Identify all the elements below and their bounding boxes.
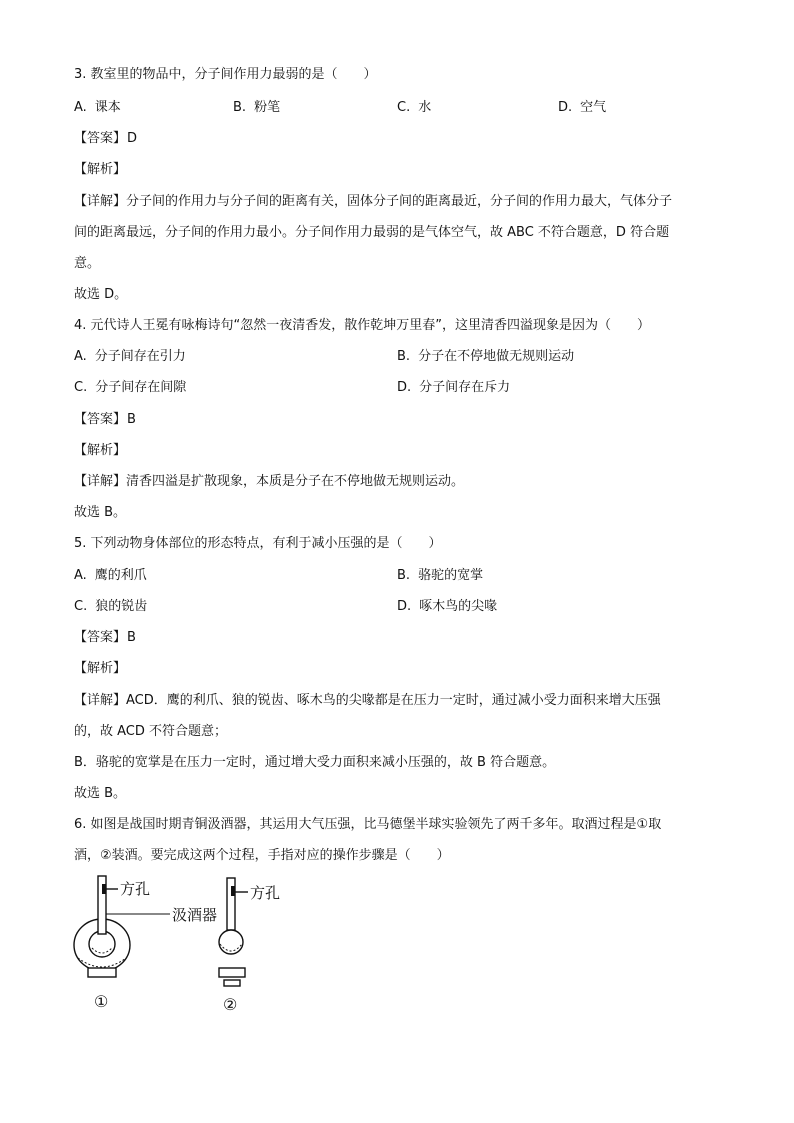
option-letter: D. xyxy=(397,599,412,614)
vessel-foot-2 xyxy=(224,980,240,986)
option-text: 狼的锐齿 xyxy=(95,599,148,614)
option-text: 粉笔 xyxy=(254,100,281,115)
detail-label: 【详解】 xyxy=(74,194,127,209)
option-letter: C. xyxy=(74,380,88,395)
q4-stem: 4. 元代诗人王冕有咏梅诗句“忽然一夜清香发，散作乾坤万里春”，这里清香四溢现象是因为（ ） xyxy=(74,318,651,333)
option-letter: D. xyxy=(558,100,573,115)
q5-answer xyxy=(74,630,136,646)
option-letter: C. xyxy=(74,599,88,614)
dispenser-bulb-1 xyxy=(89,931,115,957)
detail-label: 【详解】 xyxy=(74,693,127,708)
detail-text: ACD．鹰的利爪、狼的锐齿、啄木鸟的尖喙都是在压力一定时，通过减小受力面积来增大压强 xyxy=(126,693,661,708)
answer-value: B xyxy=(127,630,136,645)
label-square-hole-2: 方孔 xyxy=(250,884,281,902)
option-letter: D. xyxy=(397,380,412,395)
q3-conclusion: 故选 D。 xyxy=(74,287,128,302)
q3-answer xyxy=(74,131,137,147)
option-text: 骆驼的宽掌 xyxy=(418,568,484,583)
q3-option-b xyxy=(233,100,280,116)
option-letter: B. xyxy=(397,349,411,364)
q3-option-c xyxy=(397,100,431,116)
q6-stem-line-2: 酒，②装酒。要完成这两个过程，手指对应的操作步骤是（ ） xyxy=(74,848,450,863)
option-text: 分子间存在引力 xyxy=(94,349,186,364)
dispenser-setup-2 xyxy=(219,878,248,986)
dispenser-bulb-2 xyxy=(219,930,243,954)
q5-option-b xyxy=(397,568,483,584)
option-text: 分子在不停地做无规则运动 xyxy=(418,349,575,364)
q3-detail-line-2: 间的距离最远，分子间的作用力最小。分子间作用力最弱的是气体空气，故 ABC 不符合题意，D 符合题 xyxy=(74,225,670,240)
option-text: 水 xyxy=(418,100,432,115)
label-dispenser: 汲酒器 xyxy=(172,906,218,924)
q4-conclusion: 故选 B。 xyxy=(74,505,127,520)
dispenser-tube-2 xyxy=(227,878,235,930)
option-letter: C. xyxy=(397,100,411,115)
q3-option-d xyxy=(558,100,606,116)
label-square-hole-1: 方孔 xyxy=(120,880,151,898)
q5-detail-line-3: B．骆驼的宽掌是在压力一定时，通过增大受力面积来减小压强的，故 B 符合题意。 xyxy=(74,755,556,770)
square-hole-1 xyxy=(102,884,106,894)
wine-dispenser-figure xyxy=(66,872,306,1022)
q5-stem: 5. 下列动物身体部位的形态特点，有利于减小压强的是（ ） xyxy=(74,536,442,551)
q3-option-a xyxy=(74,100,121,116)
square-hole-2 xyxy=(231,886,235,896)
option-text: 分子间存在斥力 xyxy=(419,380,511,395)
wine-dispenser-diagram xyxy=(66,872,306,1022)
q4-option-c xyxy=(74,380,186,396)
caption-figure-1: ① xyxy=(94,992,109,1011)
q5-analysis-label: 【解析】 xyxy=(74,661,127,676)
q5-conclusion: 故选 B。 xyxy=(74,786,127,801)
answer-label: 【答案】 xyxy=(74,412,127,427)
caption-figure-2: ② xyxy=(223,995,238,1014)
detail-label: 【详解】 xyxy=(74,474,127,489)
detail-text: 分子间的作用力与分子间的距离有关，固体分子间的距离最近，分子间的作用力最大，气体分子 xyxy=(126,194,673,209)
q4-option-d xyxy=(397,380,510,396)
q5-option-c xyxy=(74,599,147,615)
vessel-base-2 xyxy=(219,968,245,977)
answer-value: D xyxy=(127,131,138,146)
option-text: 啄木鸟的尖喙 xyxy=(419,599,498,614)
q3-analysis-label: 【解析】 xyxy=(74,162,127,177)
q3-detail-line-1 xyxy=(74,194,672,210)
q5-option-d xyxy=(397,599,497,615)
q4-detail-line-1 xyxy=(74,474,464,490)
q5-option-a xyxy=(74,568,147,584)
option-text: 空气 xyxy=(580,100,607,115)
answer-label: 【答案】 xyxy=(74,630,127,645)
q3-detail-line-3: 意。 xyxy=(74,256,101,271)
option-letter: B. xyxy=(397,568,411,583)
option-letter: A. xyxy=(74,100,87,115)
q6-stem-line-1: 6. 如图是战国时期青铜汲酒器，其运用大气压强，比马德堡半球实验领先了两千多年。取酒过程是①取 xyxy=(74,817,662,832)
q4-analysis-label: 【解析】 xyxy=(74,443,127,458)
q5-detail-line-2: 的，故 ACD 不符合题意； xyxy=(74,724,228,739)
vessel-base-1 xyxy=(88,968,116,977)
option-letter: A. xyxy=(74,568,87,583)
option-letter: A. xyxy=(74,349,87,364)
answer-label: 【答案】 xyxy=(74,131,127,146)
q3-stem: 3. 教室里的物品中，分子间作用力最弱的是（ ） xyxy=(74,67,377,82)
detail-text: 清香四溢是扩散现象，本质是分子在不停地做无规则运动。 xyxy=(126,474,465,489)
q4-option-b xyxy=(397,349,574,365)
answer-value: B xyxy=(127,412,136,427)
option-text: 分子间存在间隙 xyxy=(95,380,187,395)
q4-option-a xyxy=(74,349,186,365)
q5-detail-line-1 xyxy=(74,693,661,709)
q4-answer xyxy=(74,412,136,428)
option-letter: B. xyxy=(233,100,247,115)
option-text: 课本 xyxy=(94,100,121,115)
option-text: 鹰的利爪 xyxy=(94,568,147,583)
